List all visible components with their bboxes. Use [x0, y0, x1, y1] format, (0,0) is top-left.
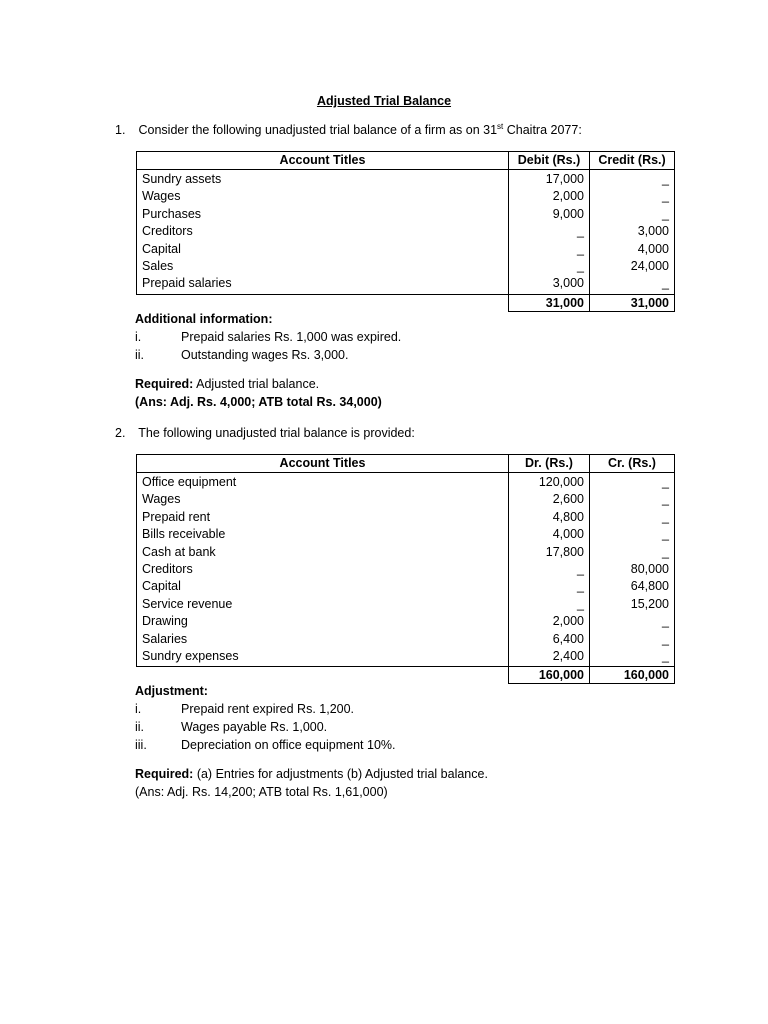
list-numeral: ii.	[135, 348, 145, 362]
debit-amount: _	[577, 579, 584, 594]
debit-amount: 2,600	[552, 492, 584, 507]
list-item	[135, 718, 488, 736]
account-title: Sundry assets	[142, 172, 222, 186]
header-account-titles: Account Titles	[137, 455, 509, 473]
account-names-cell	[137, 170, 509, 295]
question-number: 1.	[115, 123, 126, 137]
list-item	[135, 736, 488, 754]
trial-balance-table-2	[136, 454, 675, 684]
header-credit: Cr. (Rs.)	[590, 455, 675, 473]
table-header-row	[137, 152, 675, 170]
credit-amount: _	[662, 172, 669, 186]
credit-amount: 3,000	[637, 224, 669, 239]
required-text: Adjusted trial balance.	[193, 377, 320, 391]
credit-amount: _	[662, 631, 669, 646]
info-heading: Additional information:	[135, 312, 273, 326]
account-title: Wages	[142, 492, 181, 507]
total-credit: 160,000	[590, 667, 675, 684]
question-2-prompt	[115, 425, 675, 442]
credit-amount: _	[662, 527, 669, 542]
debit-amount: _	[577, 596, 584, 611]
debit-amount: _	[577, 224, 584, 239]
account-title: Prepaid salaries	[142, 276, 232, 291]
list-text: Wages payable Rs. 1,000.	[181, 720, 328, 734]
debit-amount: 2,000	[552, 189, 584, 204]
debit-amount: 4,000	[552, 527, 584, 542]
account-title: Sundry expenses	[142, 648, 239, 663]
debit-amount: _	[577, 258, 584, 273]
additional-information	[135, 310, 401, 411]
prompt-text: The following unadjusted trial balance is provided:	[138, 426, 415, 440]
account-title: Service revenue	[142, 596, 233, 611]
list-item	[135, 700, 488, 718]
total-row	[137, 294, 675, 311]
total-credit: 31,000	[590, 294, 675, 311]
trial-balance-table-1	[136, 151, 675, 312]
credit-amount: _	[662, 614, 669, 629]
debit-amount: 17,800	[545, 544, 584, 559]
credit-amount: _	[662, 544, 669, 559]
list-text: Prepaid rent expired Rs. 1,200.	[181, 702, 355, 716]
required-line	[135, 765, 488, 783]
account-names-cell	[137, 473, 509, 667]
debit-amount: 17,000	[545, 172, 584, 186]
header-debit: Dr. (Rs.)	[509, 455, 590, 473]
credit-amounts-cell	[590, 473, 675, 667]
account-title: Wages	[142, 189, 181, 204]
table-body-row	[137, 473, 675, 667]
account-title: Drawing	[142, 614, 188, 629]
account-title: Salaries	[142, 631, 188, 646]
required-text: (a) Entries for adjustments (b) Adjusted trial balance.	[193, 767, 488, 781]
credit-amount: 80,000	[630, 561, 669, 576]
list-numeral: ii.	[135, 720, 145, 734]
credit-amount: _	[662, 276, 669, 291]
list-item	[135, 328, 401, 346]
credit-amount: _	[662, 475, 669, 489]
credit-amount: _	[662, 206, 669, 221]
account-title: Sales	[142, 258, 174, 273]
prompt-text-end: Chaitra 2077:	[503, 123, 582, 137]
account-title: Office equipment	[142, 475, 237, 489]
adjustment-heading: Adjustment:	[135, 684, 208, 698]
total-debit: 31,000	[509, 294, 590, 311]
debit-amount: 2,400	[552, 648, 584, 663]
adjustments-section	[135, 682, 488, 801]
list-item	[135, 346, 401, 364]
required-label: Required:	[135, 377, 194, 391]
account-title: Prepaid rent	[142, 509, 211, 524]
list-text: Depreciation on office equipment 10%.	[181, 738, 396, 752]
account-title: Purchases	[142, 206, 202, 221]
account-title: Capital	[142, 579, 181, 594]
credit-amount: 24,000	[630, 258, 669, 273]
header-account-titles: Account Titles	[137, 152, 509, 170]
account-title: Cash at bank	[142, 544, 216, 559]
account-title: Creditors	[142, 561, 193, 576]
account-title: Bills receivable	[142, 527, 226, 542]
list-text: Prepaid salaries Rs. 1,000 was expired.	[181, 330, 402, 344]
debit-amount: _	[577, 241, 584, 256]
credit-amount: _	[662, 189, 669, 204]
table-header-row	[137, 455, 675, 473]
required-label: Required:	[135, 767, 194, 781]
header-debit: Debit (Rs.)	[509, 152, 590, 170]
total-debit: 160,000	[509, 667, 590, 684]
total-blank	[137, 294, 509, 311]
credit-amount: _	[662, 648, 669, 663]
list-numeral: i.	[135, 330, 142, 344]
debit-amount: 9,000	[552, 206, 584, 221]
answer-line: (Ans: Adj. Rs. 14,200; ATB total Rs. 1,61,000)	[135, 785, 388, 799]
header-credit: Credit (Rs.)	[590, 152, 675, 170]
list-text: Outstanding wages Rs. 3,000.	[181, 348, 349, 362]
debit-amount: 120,000	[538, 475, 584, 489]
debit-amount: 6,400	[552, 631, 584, 646]
credit-amount: 4,000	[637, 241, 669, 256]
credit-amount: 15,200	[630, 596, 669, 611]
question-1-prompt	[115, 122, 675, 139]
debit-amount: 4,800	[552, 509, 584, 524]
list-numeral: i.	[135, 702, 142, 716]
debit-amount: 3,000	[552, 276, 584, 291]
prompt-superscript: st	[497, 122, 504, 131]
answer-line: (Ans: Adj. Rs. 4,000; ATB total Rs. 34,000)	[135, 395, 382, 409]
credit-amount: 64,800	[630, 579, 669, 594]
page-title: Adjusted Trial Balance	[316, 94, 452, 108]
credit-amounts-cell	[590, 170, 675, 295]
credit-amount: _	[662, 509, 669, 524]
debit-amount: 2,000	[552, 614, 584, 629]
debit-amount: _	[577, 561, 584, 576]
account-title: Capital	[142, 241, 181, 256]
list-numeral: iii.	[135, 738, 147, 752]
account-title: Creditors	[142, 224, 193, 239]
required-line	[135, 375, 401, 393]
prompt-text: Consider the following unadjusted trial balance of a firm as on 31	[138, 123, 498, 137]
debit-amounts-cell	[509, 170, 590, 295]
debit-amounts-cell	[509, 473, 590, 667]
table-body-row	[137, 170, 675, 295]
credit-amount: _	[662, 492, 669, 507]
question-number: 2.	[115, 426, 126, 440]
